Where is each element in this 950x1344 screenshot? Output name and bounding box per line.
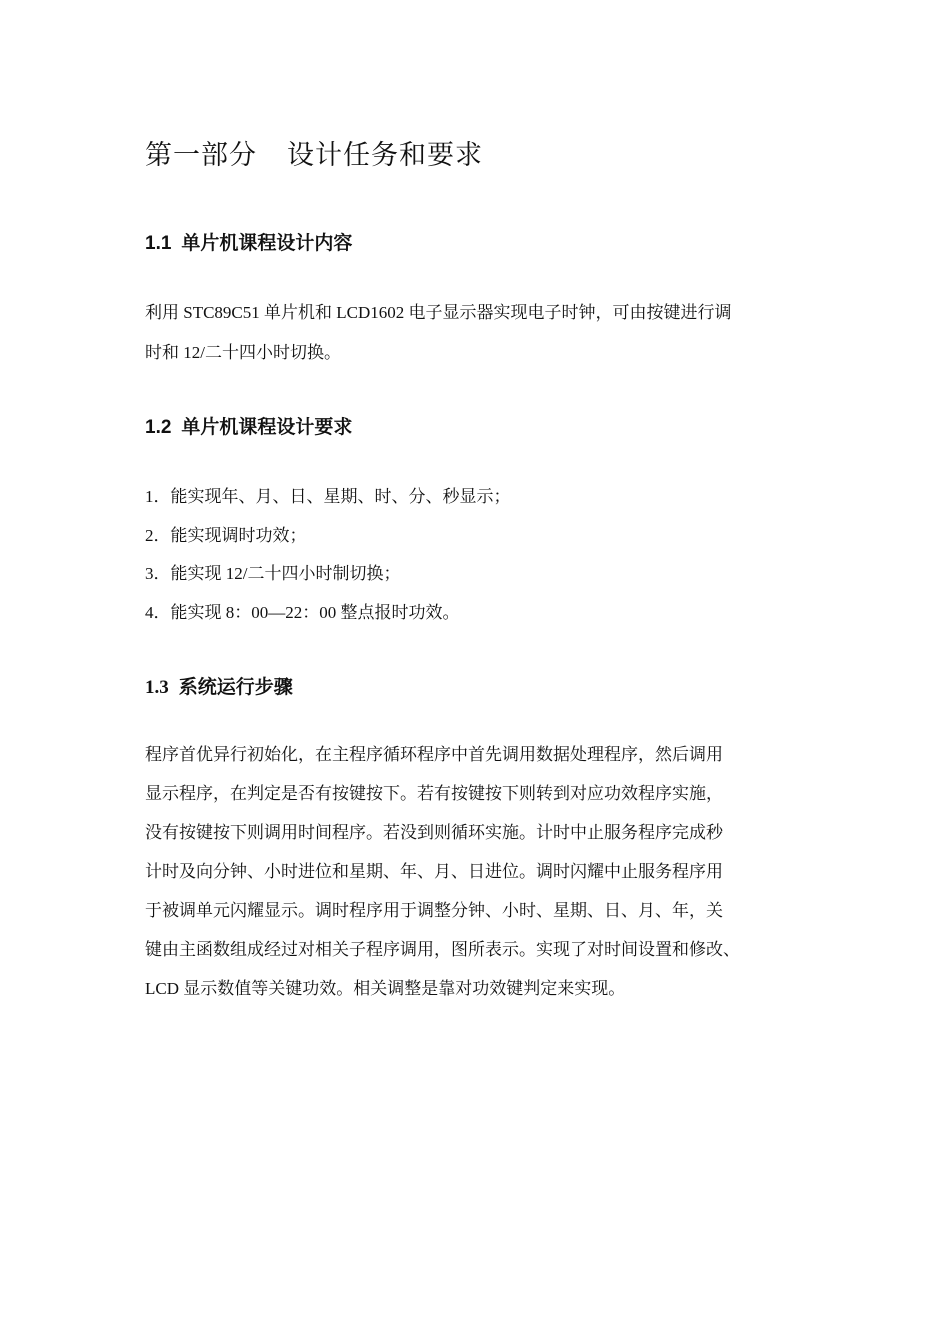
- paragraph-line: 利用 STC89C51 单片机和 LCD1602 电子显示器实现电子时钟，可由按键进行调: [145, 303, 732, 322]
- section-number: 1.2: [145, 417, 172, 438]
- chapter-title: [145, 133, 483, 172]
- section-title: 系统运行步骤: [178, 676, 293, 698]
- paragraph-line: 于被调单元闪耀显示。调时程序用于调整分钟、小时、星期、日、月、年，关: [145, 901, 723, 920]
- paragraph-line: 程序首优异行初始化，在主程序循环程序中首先调用数据处理程序，然后调用: [145, 745, 723, 764]
- list-item: 2．能实现调时功效；: [145, 526, 307, 545]
- list-item: 1．能实现年、月、日、星期、时、分、秒显示；: [145, 487, 511, 506]
- section-title: 单片机课程设计内容: [181, 232, 353, 254]
- list-item: 4．能实现 8：00—22：00 整点报时功效。: [145, 603, 460, 622]
- list-item: 3．能实现 12/二十四小时制切换；: [145, 564, 401, 583]
- section-heading-1-3: [145, 672, 293, 699]
- section-heading-1-1: [145, 228, 352, 255]
- chapter-title-text: 设计任务和要求: [287, 140, 483, 171]
- paragraph-line: 没有按键按下则调用时间程序。若没到则循环实施。计时中止服务程序完成秒: [145, 823, 723, 842]
- section-title: 单片机课程设计要求: [181, 416, 353, 438]
- paragraph-line: 键由主函数组成经过对相关子程序调用，图所表示。实现了对时间设置和修改、: [145, 940, 740, 959]
- chapter-part-label: 第一部分: [145, 140, 257, 171]
- section-number: 1.1: [145, 233, 172, 254]
- paragraph-line: 时和 12/二十四小时切换。: [145, 343, 341, 362]
- paragraph-line: 显示程序，在判定是否有按键按下。若有按键按下则转到对应功效程序实施，: [145, 784, 723, 803]
- paragraph-line: LCD 显示数值等关键功效。相关调整是靠对功效键判定来实现。: [145, 979, 626, 998]
- section-number: 1.3: [145, 677, 169, 698]
- paragraph-line: 计时及向分钟、小时进位和星期、年、月、日进位。调时闪耀中止服务程序用: [145, 862, 723, 881]
- section-heading-1-2: [145, 412, 352, 439]
